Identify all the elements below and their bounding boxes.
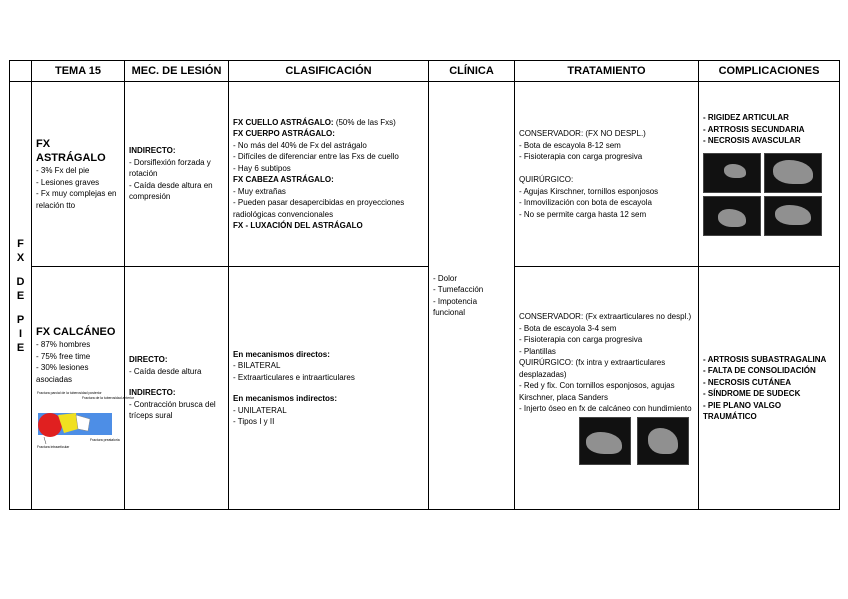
- list-item: - Extraarticulares e intraarticulares: [233, 372, 355, 382]
- mec-calcaneo-cell: [125, 267, 229, 510]
- comp-astragalo-list: [703, 112, 835, 147]
- list-item: [519, 174, 694, 186]
- item-text: - Fisioterapia con carga progresiva: [519, 335, 643, 345]
- list-item: [233, 186, 424, 198]
- list-item: [519, 380, 694, 403]
- list-item: [233, 220, 424, 232]
- clas-indirectos-title: En mecanismos indirectos:: [233, 394, 338, 403]
- list-item: [519, 197, 694, 209]
- tema-astragalo-cell: [32, 82, 125, 267]
- side-letter: E: [16, 341, 25, 354]
- list-item: [519, 128, 694, 140]
- list-item: - ARTROSIS SUBASTRAGALINA: [703, 354, 827, 364]
- mec-indirecto-title: INDIRECTO:: [129, 388, 176, 398]
- side-letter: P: [16, 313, 25, 326]
- header-row: [10, 61, 840, 82]
- item-text: - Bota de escayola 8-12 sem: [519, 140, 621, 150]
- clas-astragalo-cell: [229, 82, 429, 267]
- comp-astragalo-cell: [699, 82, 840, 267]
- item-text: - Difíciles de diferenciar entre las Fxs de cuello: [233, 152, 399, 161]
- corner-cell: [10, 61, 32, 82]
- comp-calcaneo-cell: [699, 267, 840, 510]
- astragalo-xrays: [703, 153, 835, 236]
- side-letter: I: [18, 327, 23, 340]
- list-item: [519, 403, 694, 415]
- xray-image: [703, 196, 761, 236]
- clinica-cell: [429, 82, 515, 510]
- item-text: CONSERVADOR: (FX NO DESPL.): [519, 129, 646, 138]
- side-label: [10, 82, 32, 510]
- list-item: [519, 311, 694, 323]
- trat-calcaneo-list: [519, 311, 694, 415]
- header-clasificacion: CLASIFICACIÓN: [229, 61, 429, 82]
- diagram-label: Fractura de la tuberosidad anterior: [82, 396, 135, 400]
- calcaneo-fracture-diagram: [36, 389, 135, 451]
- list-item: - Dorsiflexión forzada y rotación: [129, 157, 211, 179]
- list-item: - ARTROSIS SECUNDARIA: [703, 124, 805, 134]
- list-item: [233, 140, 424, 152]
- header-complicaciones: COMPLICACIONES: [699, 61, 840, 82]
- side-letter: E: [16, 289, 25, 302]
- item-text: - Muy extrañas: [233, 186, 286, 196]
- header-clinica: CLÍNICA: [429, 61, 515, 82]
- list-item: [233, 151, 424, 163]
- item-text: QUIRÚRGICO: (fx intra y extraarticulares desplazadas): [519, 358, 666, 379]
- item-text: - Injerto óseo en fx de calcáneo con hundimiento: [519, 404, 692, 414]
- clas-directos-list: [233, 360, 424, 383]
- side-letter: X: [16, 251, 25, 264]
- list-item: [519, 346, 694, 358]
- clas-astragalo-list: [233, 117, 424, 232]
- list-item: - RIGIDEZ ARTICULAR: [703, 113, 789, 123]
- row-calcaneo: [10, 267, 840, 510]
- item-text: CONSERVADOR: (Fx extraarticulares no despl.): [519, 312, 692, 322]
- mec-astragalo-title: INDIRECTO:: [129, 146, 176, 156]
- trat-astragalo-list: [519, 128, 694, 220]
- list-item: - Lesiones graves: [36, 177, 100, 187]
- trat-calcaneo-cell: [515, 267, 699, 510]
- xray-image: [703, 153, 761, 193]
- mec-directo-list: [129, 366, 224, 378]
- list-item: - 87% hombres: [36, 340, 91, 349]
- clas-calcaneo-cell: [229, 267, 429, 510]
- xray-image: [764, 196, 822, 236]
- study-table: [9, 60, 840, 510]
- list-item: [519, 140, 694, 152]
- calcaneo-facts: [36, 339, 120, 385]
- item-text: - No se permite carga hasta 12 sem: [519, 209, 647, 219]
- item-text: - Inmovilización con bota de escayola: [519, 198, 652, 207]
- list-item: - Tumefacción: [433, 285, 484, 294]
- side-letter: F: [17, 237, 24, 250]
- item-text: QUIRÚRGICO:: [519, 175, 574, 184]
- row-astragalo: [10, 82, 840, 267]
- list-item: - UNILATERAL: [233, 405, 287, 415]
- header-tratamiento: TRATAMIENTO: [515, 61, 699, 82]
- diagram-label: Fractura intraarticular: [37, 445, 70, 449]
- astragalo-title: FX ASTRÁGALO: [36, 138, 106, 164]
- diagram-label: Fractura parcial de la tuberosidad posterior: [37, 391, 102, 395]
- list-item: - SÍNDROME DE SUDECK: [703, 389, 801, 398]
- comp-calcaneo-list: [703, 354, 835, 423]
- list-item: [519, 334, 694, 346]
- tema-calcaneo-cell: [32, 267, 135, 510]
- item-text: - Fisioterapia con carga progresiva: [519, 152, 643, 161]
- list-item: - PIE PLANO VALGO TRAUMÁTICO: [703, 400, 782, 421]
- list-item: [233, 117, 424, 129]
- mec-directo-title: DIRECTO:: [129, 355, 168, 365]
- list-item: [519, 357, 694, 380]
- mec-astragalo-cell: [125, 82, 229, 267]
- side-letter: D: [16, 275, 25, 288]
- calcaneo-title: FX CALCÁNEO: [36, 326, 116, 338]
- list-item: - Caída desde altura en compresión: [129, 180, 213, 202]
- list-item: - NECROSIS CUTÁNEA: [703, 377, 792, 387]
- clas-indirectos-list: [233, 405, 424, 428]
- list-item: - Contracción brusca del tríceps sural: [129, 399, 216, 421]
- list-item: - Fx muy complejas en relación tto: [36, 189, 117, 210]
- clas-directos-title: En mecanismos directos:: [233, 349, 330, 359]
- list-item: - Impotencia funcional: [433, 296, 478, 317]
- xray-image: [579, 417, 631, 465]
- list-item: - Tipos I y II: [233, 417, 275, 426]
- list-item: [233, 174, 424, 186]
- xray-image: [637, 417, 689, 465]
- item-text: (50% de las Fxs): [333, 117, 396, 127]
- clinica-list: [433, 273, 510, 319]
- item-heading: FX CABEZA ASTRÁGALO:: [233, 175, 334, 184]
- astragalo-facts: [36, 165, 120, 211]
- item-text: - No más del 40% de Fx del astrágalo: [233, 140, 367, 150]
- list-item: [233, 163, 424, 175]
- item-heading: FX CUELLO ASTRÁGALO:: [233, 117, 334, 127]
- calcaneo-xrays: [579, 417, 694, 465]
- list-item: - Dolor: [433, 273, 458, 283]
- xray-image: [764, 153, 822, 193]
- item-text: - Bota de escayola 3-4 sem: [519, 323, 617, 333]
- mec-astragalo-list: [129, 157, 224, 203]
- list-item: - FALTA DE CONSOLIDACIÓN: [703, 366, 816, 375]
- list-item: - NECROSIS AVASCULAR: [703, 136, 801, 146]
- list-item: [519, 151, 694, 163]
- item-heading: FX CUERPO ASTRÁGALO:: [233, 129, 335, 138]
- list-item: - 3% Fx del pie: [36, 166, 90, 175]
- item-text: - Agujas Kirschner, tornillos esponjosos: [519, 186, 659, 196]
- mec-indirecto-list: [129, 399, 224, 422]
- header-mecanismo: MEC. DE LESIÓN: [125, 61, 229, 82]
- list-item: - BILATERAL: [233, 361, 281, 370]
- item-text: - Hay 6 subtipos: [233, 163, 291, 173]
- item-text: - Plantillas: [519, 346, 556, 356]
- item-text: - Red y fix. Con tornillos esponjosos, agujas Kirschner, placa Sanders: [519, 381, 675, 402]
- trat-astragalo-cell: [515, 82, 699, 267]
- list-item: [519, 163, 694, 175]
- list-item: [233, 197, 424, 220]
- item-heading: FX - LUXACIÓN DEL ASTRÁGALO: [233, 221, 363, 230]
- list-item: [519, 209, 694, 221]
- list-item: - Caída desde altura: [129, 366, 202, 376]
- list-item: [519, 186, 694, 198]
- diagram-label: Fractura preataloria: [90, 438, 120, 442]
- list-item: [519, 323, 694, 335]
- item-text: - Pueden pasar desapercibidas en proyecciones radiológicas convencionales: [233, 198, 405, 219]
- list-item: - 30% lesiones asociadas: [36, 363, 89, 384]
- list-item: [233, 128, 424, 140]
- list-item: - 75% free time: [36, 351, 91, 361]
- header-tema: TEMA 15: [32, 61, 125, 82]
